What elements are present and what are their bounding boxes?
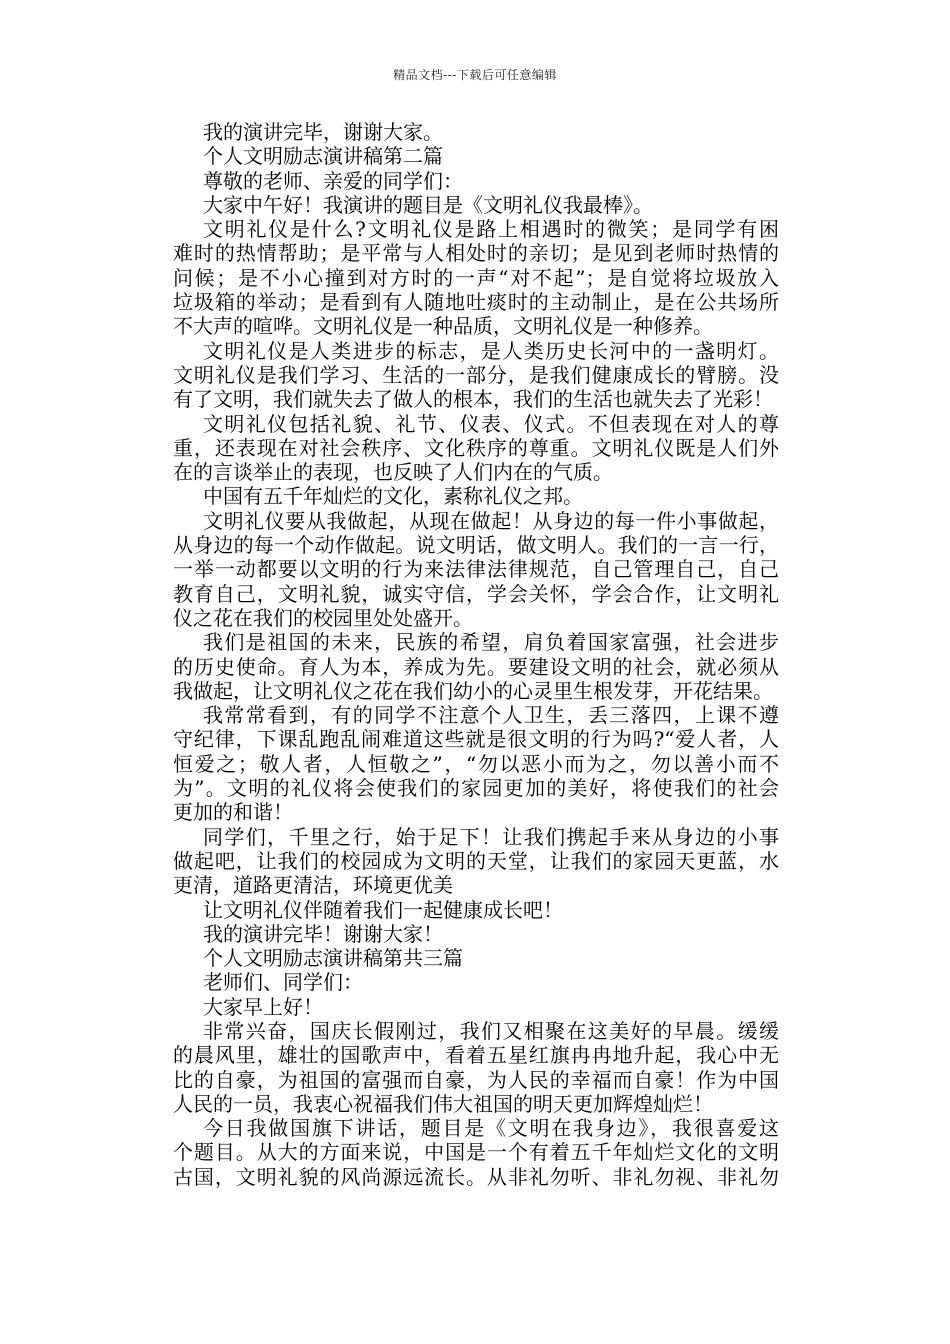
text-line: 人民的一员，我衷心祝福我们伟大祖国的明天更加辉煌灿烂！ <box>173 1091 713 1116</box>
text-line: 比的自豪，为祖国的富强而自豪，为人民的幸福而自豪！作为中国 <box>173 1067 779 1092</box>
text-line: 文明礼仪是人类进步的标志，是人类历史长河中的一盏明灯。 <box>203 338 779 363</box>
text-line: 文明礼仪是什么?文明礼仪是路上相遇时的微笑；是同学有困 <box>203 217 779 242</box>
text-line: 让文明礼仪伴随着我们一起健康成长吧！ <box>203 897 563 922</box>
text-line: 个人文明励志演讲稿第二篇 <box>203 144 443 169</box>
text-line: 更加的和谐！ <box>173 800 293 825</box>
text-line: 守纪律，下课乱跑乱闹难道这些就是很文明的行为吗?“爱人者，人 <box>173 727 779 752</box>
text-line: 不大声的喧哗。文明礼仪是一种品质，文明礼仪是一种修养。 <box>173 314 713 339</box>
text-line: 问候；是不小心撞到对方时的一声“对不起”；是自觉将垃圾放入 <box>173 265 779 290</box>
text-line: 我常常看到，有的同学不注意个人卫生，丢三落四，上课不遵 <box>203 703 779 728</box>
text-line: 一举一动都要以文明的行为来法律法律规范，自己管理自己，自己 <box>173 557 779 582</box>
text-line: 个人文明励志演讲稿第共三篇 <box>203 946 463 971</box>
text-line: 更清，道路更清洁，环境更优美 <box>173 873 453 898</box>
text-line: 的晨风里，雄壮的国歌声中，看着五星红旗冉冉地升起，我心中无 <box>173 1043 779 1068</box>
text-line: 文明礼仪是我们学习、生活的一部分，是我们健康成长的臂膀。没 <box>173 362 779 387</box>
text-line: 难时的热情帮助；是平常与人相处时的亲切；是见到老师时热情的 <box>173 241 779 266</box>
text-line: 垃圾箱的举动；是看到有人随地吐痰时的主动制止，是在公共场所 <box>173 290 779 315</box>
text-line: 有了文明，我们就失去了做人的根本，我们的生活也就失去了光彩！ <box>173 387 773 412</box>
text-line: 个题目。从大的方面来说，中国是一个有着五千年灿烂文化的文明 <box>173 1140 779 1165</box>
text-line: 为”。文明的礼仪将会使我们的家园更加的美好，将使我们的社会 <box>173 776 779 801</box>
text-line: 文明礼仪包括礼貌、礼节、仪表、仪式。不但表现在对人的尊 <box>203 411 779 436</box>
text-line: 我的演讲完毕！谢谢大家！ <box>203 921 443 946</box>
text-line: 我的演讲完毕，谢谢大家。 <box>203 120 443 144</box>
text-line: 老师们、同学们： <box>203 970 363 995</box>
text-line: 从身边的每一个动作做起。说文明话，做文明人。我们的一言一行， <box>173 533 779 558</box>
text-line: 今日我做国旗下讲话，题目是《文明在我身边》，我很喜爱这 <box>203 1116 779 1141</box>
document-body <box>173 120 779 1189</box>
text-line: 的历史使命。育人为本，养成为先。要建设文明的社会，就必须从 <box>173 654 779 679</box>
text-line: 恒爱之；敬人者，人恒敬之”，“勿以恶小而为之，勿以善小而不 <box>173 751 779 776</box>
text-line: 大家早上好！ <box>203 994 323 1019</box>
text-line: 我们是祖国的未来，民族的希望，肩负着国家富强，社会进步 <box>203 630 779 655</box>
text-line: 大家中午好！我演讲的题目是《文明礼仪我最棒》。 <box>203 192 653 217</box>
text-line: 古国，文明礼貌的风尚源远流长。从非礼勿听、非礼勿视、非礼勿 <box>173 1164 779 1189</box>
text-line: 非常兴奋，国庆长假刚过，我们又相聚在这美好的早晨。缓缓 <box>203 1018 779 1043</box>
text-line: 仪之花在我们的校园里处处盛开。 <box>173 605 473 630</box>
text-line: 做起吧，让我们的校园成为文明的天堂，让我们的家园天更蓝，水 <box>173 848 779 873</box>
text-line: 尊敬的老师、亲爱的同学们： <box>203 168 463 193</box>
text-line: 中国有五千年灿烂的文化，素称礼仪之邦。 <box>203 484 583 509</box>
text-line: 在的言谈举止的表现，也反映了人们内在的气质。 <box>173 460 613 485</box>
text-line: 文明礼仪要从我做起，从现在做起！从身边的每一件小事做起， <box>203 508 779 533</box>
text-line: 重，还表现在对社会秩序、文化秩序的尊重。文明礼仪既是人们外 <box>173 435 779 460</box>
text-line: 我做起，让文明礼仪之花在我们幼小的心灵里生根发芽，开花结果。 <box>173 678 773 703</box>
text-line: 教育自己，文明礼貌，诚实守信，学会关怀，学会合作，让文明礼 <box>173 581 779 606</box>
page-header: 精品文档---下载后可任意编辑 <box>393 68 557 82</box>
text-line: 同学们，千里之行，始于足下！让我们携起手来从身边的小事 <box>203 824 779 849</box>
